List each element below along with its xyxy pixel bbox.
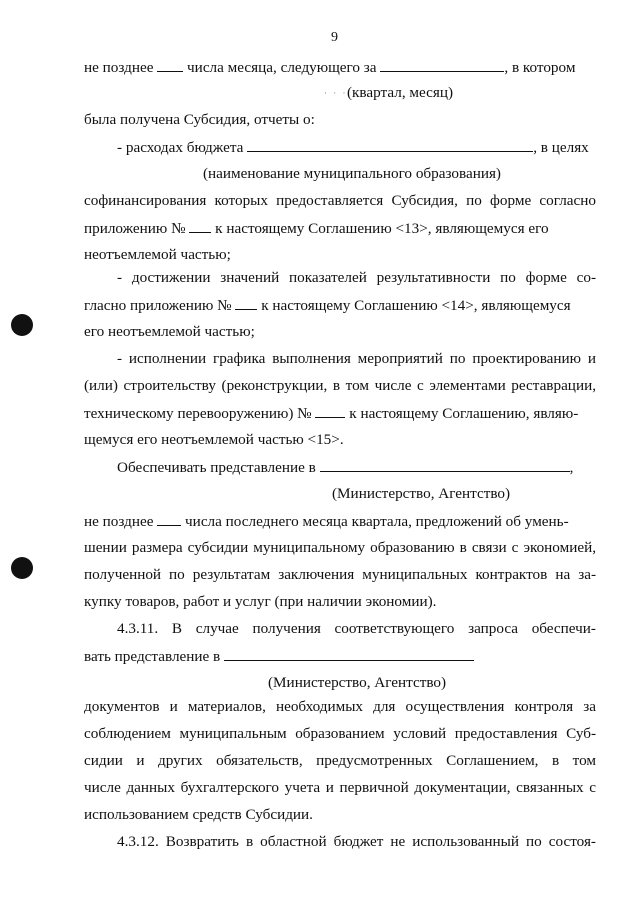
text-fragment: к настоящему Соглашению, являю-: [345, 405, 579, 422]
text-line: неотъемлемой частью;: [84, 246, 231, 263]
text-line: [84, 218, 596, 239]
text-line: [84, 403, 596, 424]
text-line: [84, 295, 596, 316]
blank-field: [157, 57, 183, 72]
text-line: соблюдением муниципальным образованием условий предоставления Суб-: [84, 725, 596, 742]
blank-field: [224, 646, 474, 661]
text-fragment: числа месяца, следующего за: [183, 59, 381, 76]
field-caption: (наименование муниципального образования): [203, 165, 501, 182]
text-line: полученной по результатам заключения муниципальных контрактов на за-: [84, 566, 596, 583]
text-fragment: - расходах бюджета: [117, 139, 248, 156]
text-fragment: приложению №: [84, 220, 190, 237]
field-caption: (Министерство, Агентство): [268, 674, 447, 691]
text-line: [84, 646, 596, 667]
text-line: документов и материалов, необходимых для осуществления контроля за: [84, 698, 596, 715]
field-caption: (квартал, месяц): [347, 84, 454, 101]
text-line: [117, 457, 596, 478]
text-line: была получена Субсидия, отчеты о:: [84, 111, 315, 128]
text-fragment: техническому перевооружению) №: [84, 405, 316, 422]
text-line: 4.3.12. Возвратить в областной бюджет не использованный по состоя-: [117, 833, 596, 850]
text-line: числе данных бухгалтерского учета и первичной документации, связанных с: [84, 779, 596, 796]
text-fragment: вать представление в: [84, 648, 225, 665]
text-line: [84, 57, 596, 78]
text-line: его неотъемлемой частью;: [84, 323, 255, 340]
text-line: (или) строительству (реконструкции, в том числе с элементами реставрации,: [84, 377, 596, 394]
scan-specks: · · ·: [324, 88, 348, 98]
punch-hole: [11, 557, 33, 579]
text-line: [84, 511, 596, 532]
text-fragment: к настоящему Соглашению <14>, являющемуся: [257, 297, 571, 314]
text-line: 4.3.11. В случае получения соответствующего запроса обеспечи-: [117, 620, 596, 637]
text-line: использованием средств Субсидии.: [84, 806, 313, 823]
text-line: купку товаров, работ и услуг (при наличии экономии).: [84, 593, 437, 610]
blank-field: [315, 403, 345, 418]
field-caption: (Министерство, Агентство): [332, 485, 511, 502]
text-fragment: не позднее: [84, 59, 158, 76]
punch-hole: [11, 314, 33, 336]
text-line: щемуся его неотъемлемой частью <15>.: [84, 431, 344, 448]
text-line: шении размера субсидии муниципальному образованию в связи с экономией,: [84, 539, 596, 556]
page-number: 9: [331, 30, 338, 45]
blank-field: [157, 511, 181, 526]
text-line: софинансирования которых предоставляется Субсидия, по форме согласно: [84, 192, 596, 209]
text-line: - исполнении графика выполнения мероприятий по проектированию и: [117, 350, 596, 367]
blank-field: [247, 137, 533, 152]
blank-field: [380, 57, 504, 72]
text-fragment: гласно приложению №: [84, 297, 236, 314]
text-fragment: к настоящему Соглашению <13>, являющемуся его: [211, 220, 549, 237]
text-fragment: Обеспечивать представление в: [117, 459, 320, 476]
text-line: сидии и других обязательств, предусмотренных Соглашением, в том: [84, 752, 596, 769]
text-fragment: числа последнего месяца квартала, предложений об умень-: [181, 513, 569, 530]
blank-field: [235, 295, 257, 310]
text-fragment: ,: [569, 459, 574, 476]
blank-field: [320, 457, 570, 472]
blank-field: [189, 218, 211, 233]
text-line: - достижении значений показателей результативности по форме со-: [117, 269, 596, 286]
text-fragment: не позднее: [84, 513, 158, 530]
text-line: [117, 137, 596, 158]
text-fragment: , в котором: [504, 59, 576, 76]
text-fragment: , в целях: [533, 139, 589, 156]
